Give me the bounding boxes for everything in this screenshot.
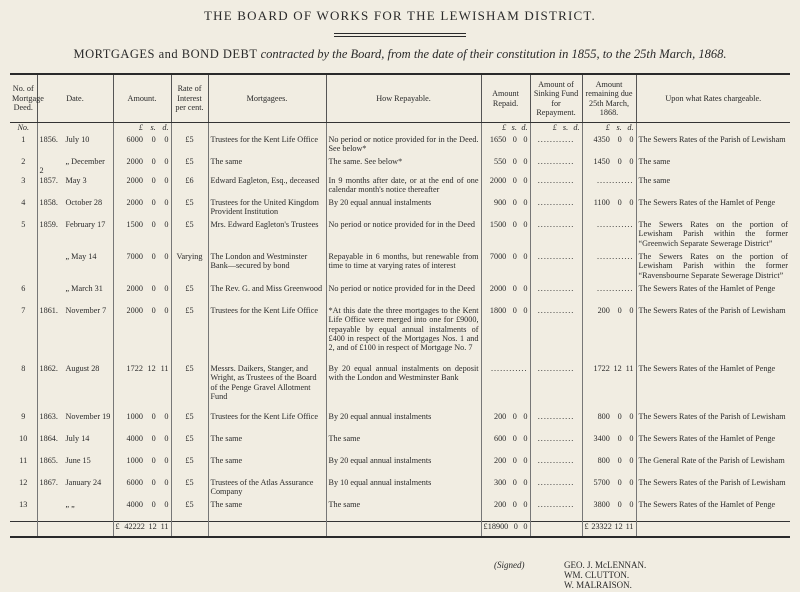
t-mort	[208, 522, 326, 538]
row-rates: The Sewers Rates of the Hamlet of Penge	[636, 500, 790, 522]
row-date-text: July 14	[65, 433, 90, 443]
signatory-2: WM. CLUTTON.	[564, 570, 630, 580]
remaining-value: 3400 0 0	[593, 433, 634, 443]
row-remaining	[582, 364, 636, 412]
row-date	[37, 284, 113, 306]
row-amount	[113, 252, 171, 284]
row-mortgagees: The London and Westminster Bank—secured by bond	[208, 252, 326, 284]
col-rates: Upon what Rates chargeable.	[636, 74, 790, 123]
row-rate: £6	[171, 176, 208, 198]
row-repayable: By 20 equal annual instalments	[326, 198, 481, 220]
row-remaining	[582, 198, 636, 220]
row-date	[37, 135, 113, 157]
row-rate: £5	[171, 284, 208, 306]
row-sinking: ............	[530, 198, 582, 220]
table-row	[10, 252, 790, 284]
row-no: 3	[21, 175, 26, 185]
row-rates: The Sewers Rates of the Parish of Lewisham	[636, 478, 790, 500]
row-remaining	[582, 157, 636, 176]
row-repaid	[481, 284, 530, 306]
row-repaid	[481, 252, 530, 284]
row-mortgagees: Trustees for the Kent Life Office	[208, 306, 326, 364]
row-repaid	[481, 176, 530, 198]
row-sinking: ............	[530, 412, 582, 434]
row-date-text: January 24	[65, 477, 102, 487]
row-repayable: By 10 equal annual instalments	[326, 478, 481, 500]
row-year: 1861.	[39, 305, 58, 315]
amount-value: 1000 0 0	[126, 411, 169, 421]
table-row	[10, 220, 790, 252]
row-repaid: ............	[481, 364, 530, 412]
repaid-value: 2000 0 0	[489, 283, 528, 293]
header-row	[10, 74, 790, 123]
row-date-text: „ December 2	[39, 157, 105, 176]
row-sinking: ............	[530, 364, 582, 412]
row-year: 1857.	[39, 175, 58, 185]
amount-value: 1500 0 0	[126, 219, 169, 229]
row-remaining: ............	[582, 176, 636, 198]
row-mortgagees: Edward Eagleton, Esq., deceased	[208, 176, 326, 198]
row-rate: £5	[171, 220, 208, 252]
t-no	[10, 522, 37, 538]
title-rule-lower	[334, 36, 466, 37]
col-rate: Rate of Interest per cent.	[171, 74, 208, 123]
remaining-value: 800 0 0	[597, 411, 634, 421]
row-remaining	[582, 434, 636, 456]
table-row	[10, 176, 790, 198]
row-sinking: ............	[530, 456, 582, 478]
row-date	[37, 176, 113, 198]
row-sinking: ............	[530, 176, 582, 198]
repaid-value: 550 0 0	[493, 157, 528, 166]
row-repaid	[481, 434, 530, 456]
remaining-value: 1450 0 0	[593, 157, 634, 166]
amount-value: 1000 0 0	[126, 455, 169, 465]
row-repaid	[481, 220, 530, 252]
row-repayable: By 20 equal annual instalments on deposit with the London and Westminster Bank	[326, 364, 481, 412]
row-sinking: ............	[530, 157, 582, 176]
row-repayable: By 20 equal annual instalments	[326, 412, 481, 434]
total-repaid: £ 18900 0 0	[481, 522, 530, 538]
row-repayable: The same. See below*	[326, 157, 481, 176]
row-year: 1867.	[39, 477, 58, 487]
table-row	[10, 157, 790, 176]
row-repayable: Repayable in 6 months, but renewable from time to time at varying rates of interest	[326, 252, 481, 284]
row-rates: The Sewers Rates of the Parish of Lewisham	[636, 306, 790, 364]
row-amount	[113, 478, 171, 500]
units-row	[10, 123, 790, 136]
row-rates: The Sewers Rates of the Hamlet of Penge	[636, 434, 790, 456]
amount-value: 4000 0 0	[126, 499, 169, 509]
table-row	[10, 500, 790, 522]
amount-value: 1722 12 11	[126, 363, 169, 373]
row-remaining	[582, 306, 636, 364]
row-no	[10, 252, 37, 284]
repaid-value: 2000 0 0	[489, 175, 528, 185]
amount-value: 2000 0 0	[126, 157, 169, 166]
row-mortgagees: The same	[208, 157, 326, 176]
row-mortgagees: Trustees for the Kent Life Office	[208, 135, 326, 157]
totals-row	[10, 522, 790, 538]
repaid-value: 300 0 0	[493, 477, 528, 487]
row-no: 5	[21, 219, 26, 229]
row-no: 6	[21, 283, 26, 293]
repaid-value: 900 0 0	[493, 197, 528, 207]
row-rates: The Sewers Rates on the portion of Lewisham Parish within the former “Ravensbourne Separate Sewerage District”	[636, 252, 790, 284]
row-repayable: No period or notice provided for in the Deed	[326, 220, 481, 252]
amount-value: 7000 0 0	[126, 251, 169, 261]
remaining-value: 1722 12 11	[593, 363, 634, 373]
row-date	[37, 306, 113, 364]
row-no: 2	[21, 157, 26, 166]
row-mortgagees: The same	[208, 500, 326, 522]
row-repayable: In 9 months after date, or at the end of one calendar month's notice thereafter	[326, 176, 481, 198]
remaining-value: 3800 0 0	[593, 499, 634, 509]
row-remaining	[582, 500, 636, 522]
table-row	[10, 364, 790, 412]
row-year: 1862.	[39, 363, 58, 373]
row-amount	[113, 456, 171, 478]
row-remaining: ............	[582, 220, 636, 252]
signatory-3: W. MALRAISON.	[564, 580, 632, 590]
row-year: 1863.	[39, 411, 58, 421]
row-date-text: February 17	[65, 219, 106, 229]
col-no: No. of Mortgage Deed.	[10, 74, 37, 123]
document-title: THE BOARD OF WORKS FOR THE LEWISHAM DISTRICT.	[203, 8, 596, 23]
t-sink	[530, 522, 582, 538]
row-repaid	[481, 412, 530, 434]
unit-no: No.	[17, 123, 30, 132]
row-rate: £5	[171, 157, 208, 176]
row-date-text: „ „	[65, 499, 75, 509]
amount-value: 2000 0 0	[126, 283, 169, 293]
row-rates: The Sewers Rates on the portion of Lewisham Parish within the former “Greenwich Separate Sewerage District”	[636, 220, 790, 252]
row-no: 9	[21, 411, 26, 421]
row-sinking: ............	[530, 252, 582, 284]
row-year: 1858.	[39, 197, 58, 207]
unit-amount: £ s. d.	[113, 123, 171, 136]
col-repaid: Amount Repaid.	[481, 74, 530, 123]
row-date	[37, 456, 113, 478]
row-date	[37, 412, 113, 434]
row-date	[37, 220, 113, 252]
repaid-value: 1500 0 0	[489, 219, 528, 229]
row-year: 1859.	[39, 219, 58, 229]
row-amount	[113, 412, 171, 434]
amount-value: 4000 0 0	[126, 433, 169, 443]
row-repaid	[481, 306, 530, 364]
row-rates: The Sewers Rates of the Parish of Lewisham	[636, 135, 790, 157]
amount-value: 2000 0 0	[126, 197, 169, 207]
row-rate: £5	[171, 364, 208, 412]
remaining-value: 200 0 0	[597, 305, 634, 315]
amount-value: 6000 0 0	[126, 477, 169, 487]
row-repaid	[481, 157, 530, 176]
row-no: 8	[21, 363, 26, 373]
remaining-value: 5700 0 0	[593, 477, 634, 487]
row-date-text: November 7	[65, 305, 107, 315]
row-mortgagees: The same	[208, 456, 326, 478]
row-date	[37, 198, 113, 220]
row-date	[37, 434, 113, 456]
row-sinking: ............	[530, 306, 582, 364]
row-date-text: May 3	[65, 175, 87, 185]
repaid-value: 7000 0 0	[489, 251, 528, 261]
row-date-text: June 15	[65, 455, 91, 465]
row-sinking: ............	[530, 135, 582, 157]
row-mortgagees: The Rev. G. and Miss Greenwood	[208, 284, 326, 306]
row-no: 11	[19, 455, 28, 465]
row-no: 12	[19, 477, 28, 487]
row-no: 13	[19, 499, 28, 509]
table-row	[10, 135, 790, 157]
subtitle-rest: contracted by the Board, from the date of their constitution in 1855, to the 25th March, 1868.	[257, 47, 727, 61]
row-remaining: ............	[582, 252, 636, 284]
row-rates: The Sewers Rates of the Hamlet of Penge	[636, 284, 790, 306]
col-date: Date.	[37, 74, 113, 123]
row-rate: £5	[171, 198, 208, 220]
amount-value: 2000 0 0	[126, 175, 169, 185]
row-amount	[113, 176, 171, 198]
repaid-value: 600 0 0	[493, 433, 528, 443]
repaid-value: 200 0 0	[493, 455, 528, 465]
remaining-value: 800 0 0	[597, 455, 634, 465]
row-rates: The General Rate of the Parish of Lewisham	[636, 456, 790, 478]
row-mortgagees: The same	[208, 434, 326, 456]
row-repayable: *At this date the three mortgages to the Kent Life Office were merged into one for £9000, repayable by equal annual instalments of £400 in respect of the Mortgages Nos. 1 and 2, and of £100 in respect of Mortgage No. 7	[326, 306, 481, 364]
row-year: 1856.	[39, 135, 58, 144]
row-rate: £5	[171, 135, 208, 157]
document-subtitle	[0, 47, 800, 62]
row-year: 1865.	[39, 455, 58, 465]
row-remaining	[582, 412, 636, 434]
t-rate	[171, 522, 208, 538]
row-amount	[113, 157, 171, 176]
row-repaid	[481, 500, 530, 522]
total-remaining: £ 23322 12 11	[582, 522, 636, 538]
row-rates: The same	[636, 157, 790, 176]
row-rates: The Sewers Rates of the Hamlet of Penge	[636, 364, 790, 412]
amount-value: 2000 0 0	[126, 305, 169, 315]
row-no: 10	[19, 433, 28, 443]
row-rates: The Sewers Rates of the Hamlet of Penge	[636, 198, 790, 220]
t-rates	[636, 522, 790, 538]
row-date-text: November 19	[65, 411, 111, 421]
row-repaid	[481, 198, 530, 220]
row-repaid	[481, 478, 530, 500]
row-rates: The Sewers Rates of the Parish of Lewisham	[636, 412, 790, 434]
row-amount	[113, 135, 171, 157]
row-sinking: ............	[530, 284, 582, 306]
col-remaining: Amount remaining due 25th March, 1868.	[582, 74, 636, 123]
row-date	[37, 252, 113, 284]
table-row	[10, 198, 790, 220]
row-no: 7	[21, 305, 26, 315]
table-row	[10, 284, 790, 306]
table-row	[10, 456, 790, 478]
repaid-value: 200 0 0	[493, 499, 528, 509]
table-row	[10, 434, 790, 456]
row-repayable: No period or notice provided for in the Deed	[326, 284, 481, 306]
row-rate: £5	[171, 478, 208, 500]
subtitle-caps: MORTGAGES and BOND DEBT	[73, 47, 258, 61]
table-row	[10, 478, 790, 500]
row-no: 4	[21, 197, 26, 207]
row-rate: Varying	[171, 252, 208, 284]
unit-remaining: £ s. d.	[582, 123, 636, 136]
row-year: 1864.	[39, 433, 58, 443]
col-mortgagees: Mortgagees.	[208, 74, 326, 123]
row-date	[37, 157, 113, 176]
row-rate: £5	[171, 456, 208, 478]
row-remaining: ............	[582, 284, 636, 306]
row-remaining	[582, 478, 636, 500]
row-date-text: „ May 14	[65, 251, 97, 261]
row-date-text: August 28	[65, 363, 100, 373]
signatory-1: GEO. J. McLENNAN.	[564, 560, 647, 570]
row-remaining	[582, 135, 636, 157]
t-date	[37, 522, 113, 538]
row-date	[37, 478, 113, 500]
row-sinking: ............	[530, 478, 582, 500]
row-amount	[113, 284, 171, 306]
ledger-body	[10, 123, 790, 538]
signed-label: (Signed)	[494, 560, 525, 570]
unit-sinking: £ s. d.	[530, 123, 582, 136]
row-amount	[113, 500, 171, 522]
row-date	[37, 364, 113, 412]
row-date-text: „ March 31	[65, 283, 103, 293]
row-rate: £5	[171, 306, 208, 364]
row-mortgagees: Trustees of the Atlas Assurance Company	[208, 478, 326, 500]
row-date-text: July 10	[65, 135, 90, 144]
row-mortgagees: Mrs. Edward Eagleton's Trustees	[208, 220, 326, 252]
t-rep	[326, 522, 481, 538]
title-rule	[334, 33, 466, 34]
row-repayable: By 20 equal annual instalments	[326, 456, 481, 478]
row-mortgagees: Trustees for the Kent Life Office	[208, 412, 326, 434]
amount-value: 6000 0 0	[126, 135, 169, 144]
remaining-value: 4350 0 0	[593, 135, 634, 144]
table-row	[10, 306, 790, 364]
row-amount	[113, 364, 171, 412]
row-repaid	[481, 456, 530, 478]
row-sinking: ............	[530, 500, 582, 522]
remaining-value: 1100 0 0	[593, 197, 634, 207]
row-rate: £5	[171, 500, 208, 522]
row-amount	[113, 220, 171, 252]
row-sinking: ............	[530, 220, 582, 252]
row-amount	[113, 434, 171, 456]
col-repayable: How Repayable.	[326, 74, 481, 123]
row-date	[37, 500, 113, 522]
row-repayable: The same	[326, 434, 481, 456]
row-repaid	[481, 135, 530, 157]
repaid-value: 1650 0 0	[489, 135, 528, 144]
row-rate: £5	[171, 412, 208, 434]
row-rates: The same	[636, 176, 790, 198]
row-mortgagees: Trustees for the United Kingdom Provident Institution	[208, 198, 326, 220]
col-amount: Amount.	[113, 74, 171, 123]
row-amount	[113, 306, 171, 364]
repaid-value: 200 0 0	[493, 411, 528, 421]
row-amount	[113, 198, 171, 220]
row-rate: £5	[171, 434, 208, 456]
row-no: 1	[21, 135, 26, 144]
repaid-value: 1800 0 0	[489, 305, 528, 315]
row-remaining	[582, 456, 636, 478]
row-repayable: The same	[326, 500, 481, 522]
table-row	[10, 412, 790, 434]
row-date-text: October 28	[65, 197, 103, 207]
row-sinking: ............	[530, 434, 582, 456]
col-sinking: Amount of Sinking Fund for Repayment.	[530, 74, 582, 123]
unit-repaid: £ s. d.	[481, 123, 530, 136]
total-amount: £ 42222 12 11	[113, 522, 171, 538]
signatory-names	[564, 560, 646, 590]
row-repayable: No period or notice provided for in the Deed. See below*	[326, 135, 481, 157]
mortgage-table	[10, 73, 790, 538]
row-mortgagees: Messrs. Daikers, Stanger, and Wright, as Trustees of the Board of the Penge Gravel Allotment Fund	[208, 364, 326, 412]
